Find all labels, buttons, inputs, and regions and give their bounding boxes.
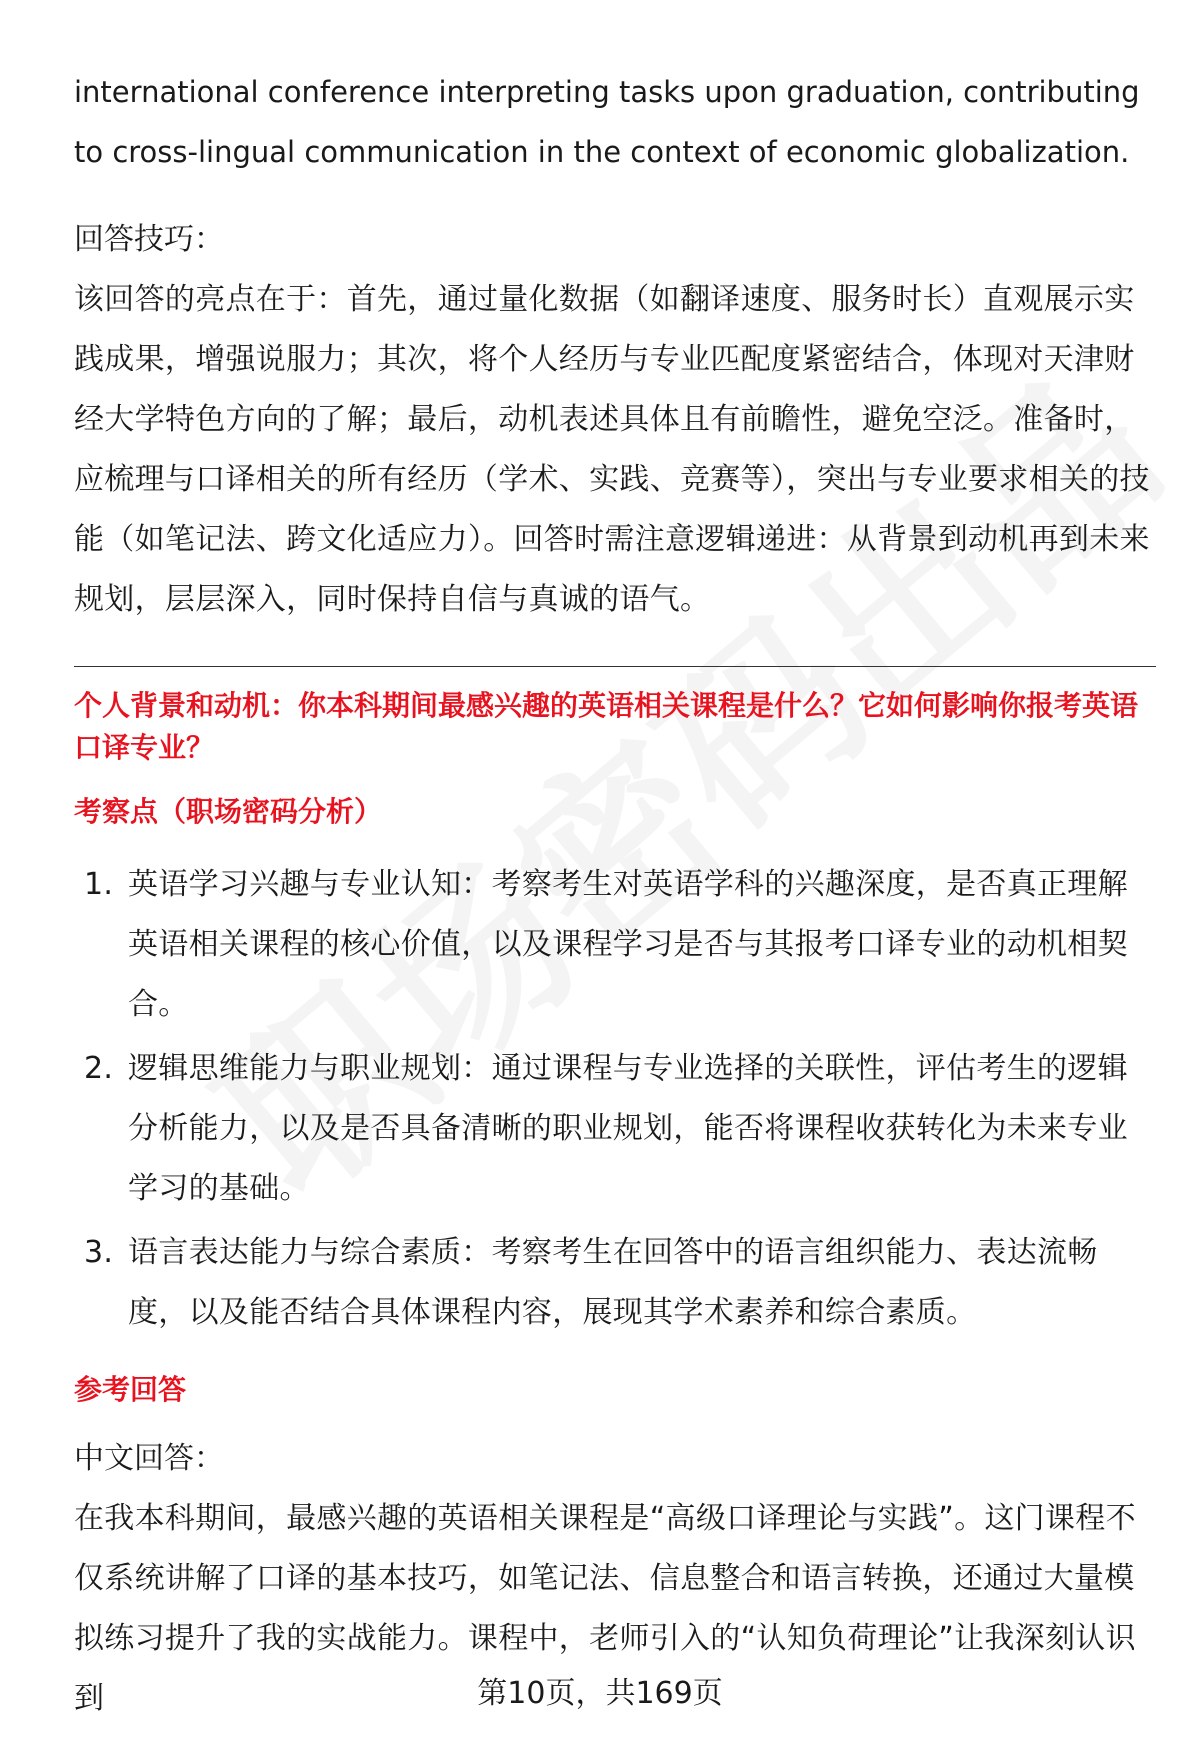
english-answer-line-2: to cross-lingual communication in the context of economic globalization. xyxy=(74,135,1130,169)
assessment-heading: 考察点（职场密码分析） xyxy=(74,795,383,828)
list-item xyxy=(74,1223,1156,1343)
page-content xyxy=(74,62,1156,1729)
tips-body: 该回答的亮点在于：首先，通过量化数据（如翻译速度、服务时长）直观展示实践成果，增强说服力；其次，将个人经历与专业匹配度紧密结合，体现对天津财经大学特色方向的了解；最后，动机表述具体且有前瞻性，避免空泛。准备时，应梳理与口译相关的所有经历（学术、实践、竞赛等），突出与专业要求相关的技能（如笔记法、跨文化适应力）。回答时需注意逻辑递进：从背景到动机再到未来规划，层层深入，同时保持自信与真诚的语气。 xyxy=(74,282,1150,617)
chinese-answer-body: 在我本科期间，最感兴趣的英语相关课程是“高级口译理论与实践”。这门课程不仅系统讲解了口译的基本技巧，如笔记法、信息整合和语言转换，还通过大量模拟练习提升了我的实战能力。课程中，老师引入的“认知负荷理论”让我深刻认识到 xyxy=(74,1501,1136,1716)
tips-label: 回答技巧： xyxy=(74,222,224,257)
reference-heading: 参考回答 xyxy=(74,1373,187,1406)
list-item-number: 3. xyxy=(84,1235,114,1270)
list-item-number: 1. xyxy=(84,867,114,902)
chinese-answer-label: 中文回答： xyxy=(74,1441,224,1476)
list-item-text: 逻辑思维能力与职业规划：通过课程与专业选择的关联性，评估考生的逻辑分析能力，以及是否具备清晰的职业规划，能否将课程收获转化为未来专业学习的基础。 xyxy=(128,1051,1128,1206)
list-item xyxy=(74,1039,1156,1219)
list-item-text: 语言表达能力与综合素质：考察考生在回答中的语言组织能力、表达流畅度，以及能否结合具体课程内容，展现其学术素养和综合素质。 xyxy=(128,1235,1098,1330)
list-item-text: 英语学习兴趣与专业认知：考察考生对英语学科的兴趣深度，是否真正理解英语相关课程的核心价值，以及课程学习是否与其报考口译专业的动机相契合。 xyxy=(128,867,1128,1022)
page-number: 第10页，共169页 xyxy=(477,1676,723,1711)
question-title: 个人背景和动机：你本科期间最感兴趣的英语相关课程是什么？它如何影响你报考英语口译专业？ xyxy=(74,689,1139,764)
section-divider xyxy=(74,666,1156,667)
list-item xyxy=(74,855,1156,1035)
assessment-list xyxy=(74,855,1156,1343)
list-item-number: 2. xyxy=(84,1051,114,1086)
english-answer-line-1: international conference interpreting tasks upon graduation, contributing xyxy=(74,75,1140,109)
